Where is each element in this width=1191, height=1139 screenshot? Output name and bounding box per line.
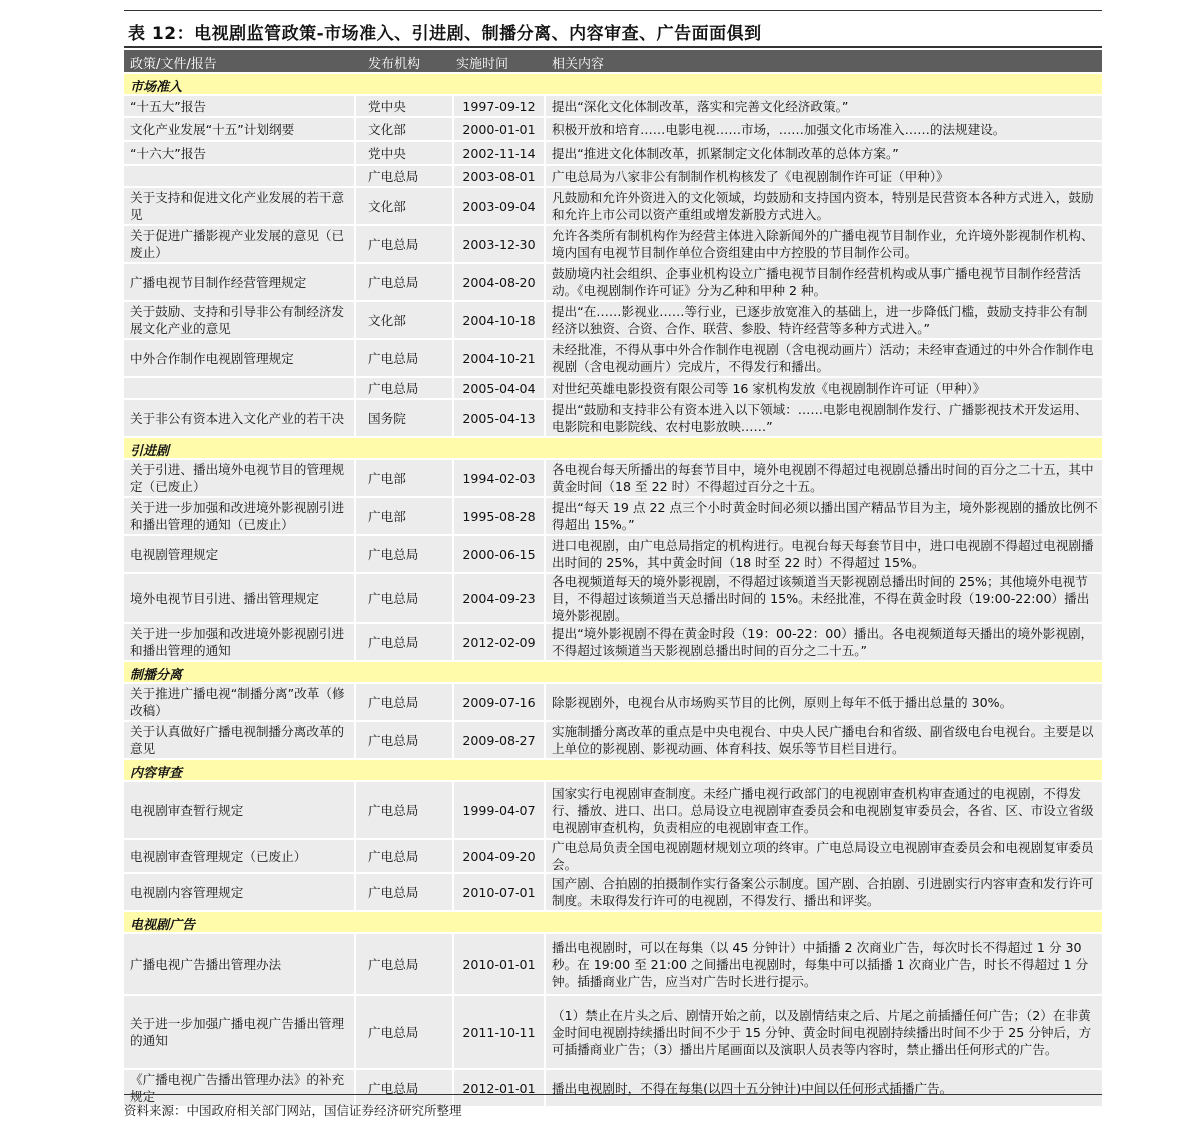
issuing-org-text: 广电部 <box>368 470 406 486</box>
table-row <box>124 684 1102 720</box>
issuing-org <box>356 264 452 300</box>
effective-date-text: 2009-08-27 <box>462 732 536 748</box>
column-divider <box>354 840 356 872</box>
column-divider <box>544 874 546 910</box>
policy-name <box>124 684 354 720</box>
policy-content <box>546 460 1102 496</box>
policy-content-text: 提出“每天 19 点 22 点三个小时黄金时间必须以播出国产精品节目为主，境外影视剧的播放比例不得超出 15%。” <box>552 500 1098 532</box>
issuing-org <box>356 498 452 534</box>
column-divider <box>354 996 356 1068</box>
issuing-org-text: 党中央 <box>368 145 406 161</box>
issuing-org <box>356 96 452 116</box>
effective-date <box>454 574 544 622</box>
issuing-org-text: 广电总局 <box>368 1080 419 1096</box>
effective-date-text: 2003-12-30 <box>462 236 536 252</box>
issuing-org-text: 广电总局 <box>368 236 419 252</box>
column-divider <box>544 498 546 534</box>
column-divider <box>452 996 454 1068</box>
issuing-org <box>356 340 452 376</box>
issuing-org-text: 广电总局 <box>368 380 419 396</box>
column-divider <box>354 118 356 140</box>
section-label: 引进剧 <box>130 444 170 459</box>
policy-name-text: 《广播电视广告播出管理办法》的补充规定 <box>130 1072 345 1104</box>
policy-name <box>124 340 354 376</box>
effective-date <box>454 118 544 140</box>
policy-name-text: “十六大”报告 <box>130 145 207 161</box>
issuing-org-text: 党中央 <box>368 98 406 114</box>
effective-date-text: 2004-09-20 <box>462 848 536 864</box>
issuing-org-text: 广电总局 <box>368 350 419 366</box>
policy-content <box>546 118 1102 140</box>
policy-content <box>546 574 1102 622</box>
issuing-org <box>356 722 452 758</box>
table-row <box>124 302 1102 338</box>
column-divider <box>544 226 546 262</box>
column-divider <box>544 142 546 164</box>
policy-name <box>124 840 354 872</box>
effective-date <box>454 302 544 338</box>
column-divider <box>354 166 356 186</box>
policy-content <box>546 226 1102 262</box>
policy-content <box>546 782 1102 838</box>
effective-date <box>454 782 544 838</box>
issuing-org-text: 广电总局 <box>368 694 419 710</box>
issuing-org <box>356 934 452 994</box>
effective-date-text: 2004-10-21 <box>462 350 536 366</box>
policy-name-text: 关于鼓励、支持和引导非公有制经济发展文化产业的意见 <box>130 304 345 336</box>
policy-name <box>124 142 354 164</box>
effective-date-text: 2005-04-13 <box>462 410 536 426</box>
effective-date <box>454 340 544 376</box>
issuing-org-text: 广电总局 <box>368 168 419 184</box>
policy-name <box>124 874 354 910</box>
header-org: 发布机构 <box>368 57 421 72</box>
column-divider <box>354 302 356 338</box>
issuing-org <box>356 166 452 186</box>
effective-date <box>454 188 544 224</box>
policy-content-text: 提出“鼓励和支持非公有资本进入以下领域：……电影电视剧制作发行、广播影视技术开发运用、电影院和电影院线、农村电影放映……” <box>552 402 1088 434</box>
column-divider <box>354 226 356 262</box>
effective-date-text: 2009-07-16 <box>462 694 536 710</box>
policy-name-text: 电视剧审查暂行规定 <box>130 802 244 818</box>
policy-content <box>546 188 1102 224</box>
policy-content-text: 提出“推进文化体制改革，抓紧制定文化体制改革的总体方案。” <box>552 145 899 161</box>
issuing-org <box>356 118 452 140</box>
table-row <box>124 96 1102 116</box>
policy-content-text: 提出“深化文化体制改革，落实和完善文化经济政策。” <box>552 98 849 114</box>
policy-content <box>546 624 1102 660</box>
policy-name <box>124 460 354 496</box>
column-divider <box>452 498 454 534</box>
table-row <box>124 340 1102 376</box>
policy-name-text: 关于进一步加强广播电视广告播出管理的通知 <box>130 1016 345 1048</box>
header-date: 实施时间 <box>456 57 509 72</box>
effective-date-text: 1997-09-12 <box>462 98 536 114</box>
policy-name <box>124 118 354 140</box>
column-divider <box>544 782 546 838</box>
policy-content <box>546 684 1102 720</box>
policy-content <box>546 536 1102 572</box>
policy-name-text: 关于推进广播电视“制播分离”改革（修改稿） <box>130 686 345 718</box>
column-divider <box>452 142 454 164</box>
effective-date-text: 2005-04-04 <box>462 380 536 396</box>
effective-date-text: 2004-09-23 <box>462 590 536 606</box>
issuing-org <box>356 684 452 720</box>
policy-content-text: 实施制播分离改革的重点是中央电视台、中央人民广播电台和省级、副省级电台电视台。主要是以上单位的影视剧、影视动画、体育科技、娱乐等节目栏目进行。 <box>552 724 1094 756</box>
issuing-org-text: 广电总局 <box>368 956 419 972</box>
policy-content-text: 广电总局为八家非公有制制作机构核发了《电视剧制作许可证（甲种）》 <box>552 168 949 184</box>
column-divider <box>452 96 454 116</box>
policy-name <box>124 378 354 398</box>
section-header <box>124 912 1102 932</box>
policy-name <box>124 536 354 572</box>
table-title: 表 12：电视剧监管政策-市场准入、引进剧、制播分离、内容审查、广告面面俱到 <box>128 24 762 44</box>
column-divider <box>452 340 454 376</box>
table-row <box>124 624 1102 660</box>
column-divider <box>452 302 454 338</box>
column-divider <box>544 188 546 224</box>
policy-content-text: 各电视台每天所播出的每套节目中，境外电视剧不得超过电视剧总播出时间的百分之二十五，其中黄金时间（18 至 22 时）不得超过百分之十五。 <box>552 462 1094 494</box>
issuing-org <box>356 188 452 224</box>
table-row <box>124 874 1102 910</box>
column-divider <box>544 264 546 300</box>
issuing-org-text: 广电总局 <box>368 802 419 818</box>
policy-name <box>124 574 354 622</box>
issuing-org <box>356 574 452 622</box>
section-label: 制播分离 <box>130 668 183 683</box>
policy-name-text: 境外电视节目引进、播出管理规定 <box>130 590 319 606</box>
issuing-org <box>356 142 452 164</box>
section-label: 市场准入 <box>130 80 183 95</box>
column-divider <box>452 624 454 660</box>
policy-name-text: 电视剧内容管理规定 <box>130 884 244 900</box>
issuing-org <box>356 302 452 338</box>
effective-date <box>454 142 544 164</box>
issuing-org-text: 广电总局 <box>368 1024 419 1040</box>
policy-name-text: 文化产业发展“十五”计划纲要 <box>130 121 295 137</box>
policy-name-text: 关于进一步加强和改进境外影视剧引进和播出管理的通知 <box>130 626 345 658</box>
policy-content-text: 允许各类所有制机构作为经营主体进入除新闻外的广播电视节目制作业，允许境外影视制作机构、境内国有电视节目制作单位合资组建由中方控股的节目制作公司。 <box>552 228 1094 260</box>
issuing-org-text: 广电总局 <box>368 732 419 748</box>
column-divider <box>354 574 356 622</box>
effective-date-text: 2011-10-11 <box>462 1024 536 1040</box>
issuing-org <box>356 624 452 660</box>
policy-name <box>124 226 354 262</box>
policy-content <box>546 996 1102 1068</box>
policy-name-text: 关于支持和促进文化产业发展的若干意见 <box>130 190 345 222</box>
table-row <box>124 142 1102 164</box>
column-divider <box>544 934 546 994</box>
effective-date <box>454 536 544 572</box>
column-divider <box>354 460 356 496</box>
policy-content-text: 凡鼓励和允许外资进入的文化领域，均鼓励和支持国内资本，特别是民营资本各种方式进入，鼓励和允许上市公司以资产重组或增发新股方式进入。 <box>552 190 1094 222</box>
policy-name-text: 电视剧管理规定 <box>130 546 219 562</box>
table-row <box>124 378 1102 398</box>
column-divider <box>452 934 454 994</box>
policy-name-text: 关于引进、播出境外电视节目的管理规定（已废止） <box>130 462 345 494</box>
column-divider <box>544 378 546 398</box>
policy-content <box>546 302 1102 338</box>
issuing-org-text: 广电总局 <box>368 848 419 864</box>
table-row <box>124 574 1102 622</box>
effective-date-text: 2003-09-04 <box>462 198 536 214</box>
policy-content-text: 进口电视剧，由广电总局指定的机构进行。电视台每天每套节目中，进口电视剧不得超过电视剧播出时间的 25%，其中黄金时间（18 时至 22 时）不得超过 15%。 <box>552 538 1094 570</box>
policy-content <box>546 874 1102 910</box>
policy-content-text: 播出电视剧时，可以在每集（以 45 分钟计）中插播 2 次商业广告，每次时长不得超过 1 分 30 秒。在 19:00 至 21:00 之间播出电视剧时，每集中可以插播 1 次商业广告，时长不得超过 1 分钟。插播商业广告，应当对广告时长进行提示。 <box>552 939 1089 989</box>
column-divider <box>544 302 546 338</box>
policy-content-text: 各电视频道每天的境外影视剧，不得超过该频道当天影视剧总播出时间的 25%；其他境外电视节目，不得超过该频道当天总播出时间的 15%。未经批准，不得在黄金时段（19:00-22:00）播出境外影视剧。 <box>552 573 1090 623</box>
section-label: 电视剧广告 <box>130 918 196 933</box>
column-divider <box>354 624 356 660</box>
policy-name-text: 关于进一步加强和改进境外影视剧引进和播出管理的通知（已废止） <box>130 500 345 532</box>
table-title-bar <box>124 10 1102 48</box>
policy-name <box>124 96 354 116</box>
column-divider <box>354 874 356 910</box>
column-divider <box>452 874 454 910</box>
effective-date <box>454 934 544 994</box>
issuing-org-text: 广电总局 <box>368 634 419 650</box>
column-divider <box>452 722 454 758</box>
issuing-org <box>356 536 452 572</box>
effective-date-text: 2004-10-18 <box>462 312 536 328</box>
effective-date <box>454 624 544 660</box>
policy-content-text: 鼓励境内社会组织、企事业机构设立广播电视节目制作经营机构或从事广播电视节目制作经营活动。《电视剧制作许可证》分为乙种和甲种 2 种。 <box>552 266 1081 298</box>
column-divider <box>544 996 546 1068</box>
table-row <box>124 166 1102 186</box>
policy-name-text: 关于非公有资本进入文化产业的若干决 <box>130 410 345 426</box>
section-header <box>124 662 1102 682</box>
effective-date <box>454 166 544 186</box>
column-divider <box>452 264 454 300</box>
header-content: 相关内容 <box>552 57 605 72</box>
column-divider <box>544 166 546 186</box>
issuing-org-text: 文化部 <box>368 121 406 137</box>
table-row <box>124 840 1102 872</box>
effective-date-text: 2010-01-01 <box>462 956 536 972</box>
policy-content <box>546 722 1102 758</box>
column-divider <box>354 264 356 300</box>
effective-date-text: 2003-08-01 <box>462 168 536 184</box>
column-divider <box>452 536 454 572</box>
effective-date <box>454 996 544 1068</box>
policy-content <box>546 142 1102 164</box>
issuing-org-text: 广电总局 <box>368 884 419 900</box>
issuing-org-text: 文化部 <box>368 312 406 328</box>
column-divider <box>354 400 356 436</box>
table-row <box>124 782 1102 838</box>
column-divider <box>354 142 356 164</box>
policy-content <box>546 378 1102 398</box>
effective-date <box>454 378 544 398</box>
issuing-org <box>356 782 452 838</box>
effective-date-text: 2000-01-01 <box>462 121 536 137</box>
column-divider <box>544 684 546 720</box>
issuing-org <box>356 460 452 496</box>
column-divider <box>354 96 356 116</box>
policy-name <box>124 624 354 660</box>
column-divider <box>354 378 356 398</box>
column-divider <box>544 460 546 496</box>
effective-date-text: 2004-08-20 <box>462 274 536 290</box>
table-row <box>124 536 1102 572</box>
column-divider <box>452 166 454 186</box>
effective-date <box>454 460 544 496</box>
issuing-org <box>356 378 452 398</box>
policy-name <box>124 934 354 994</box>
policy-name-text: 广播电视节目制作经营管理规定 <box>130 274 307 290</box>
table-row <box>124 460 1102 496</box>
effective-date-text: 1995-08-28 <box>462 508 536 524</box>
column-divider <box>452 782 454 838</box>
policy-name <box>124 400 354 436</box>
policy-content <box>546 934 1102 994</box>
column-divider <box>544 400 546 436</box>
column-divider <box>354 684 356 720</box>
effective-date-text: 2000-06-15 <box>462 546 536 562</box>
column-divider <box>452 226 454 262</box>
column-divider <box>544 574 546 622</box>
policy-name-text: 关于认真做好广播电视制播分离改革的意见 <box>130 724 345 756</box>
table-header <box>124 50 1102 72</box>
policy-content-text: 提出“在……影视业……等行业，已逐步放宽准入的基础上，进一步降低门槛，鼓励支持非公有制经济以独资、合资、合作、联营、参股、特许经营等多种方式进入。” <box>552 304 1088 336</box>
column-divider <box>452 684 454 720</box>
column-divider <box>354 536 356 572</box>
policy-content-text: 国产剧、合拍剧的拍摄制作实行备案公示制度。国产剧、合拍剧、引进剧实行内容审查和发行许可制度。未取得发行许可的电视剧，不得发行、播出和评奖。 <box>552 876 1094 908</box>
effective-date-text: 2012-02-09 <box>462 634 536 650</box>
table-row <box>124 226 1102 262</box>
column-divider <box>452 378 454 398</box>
policy-name <box>124 498 354 534</box>
issuing-org-text: 广电总局 <box>368 590 419 606</box>
column-divider <box>354 934 356 994</box>
issuing-org-text: 广电部 <box>368 508 406 524</box>
policy-name <box>124 166 354 186</box>
column-divider <box>452 188 454 224</box>
effective-date <box>454 840 544 872</box>
policy-content-text: （1）禁止在片头之后、剧情开始之前，以及剧情结束之后、片尾之前插播任何广告；（2）在非黄金时间电视剧持续播出时间不少于 15 分钟、黄金时间电视剧持续播出时间不少于 25 分钟后，方可插播商业广告；（3）播出片尾画面以及演职人员表等内容时，禁止播出任何形式的广告。 <box>552 1007 1092 1057</box>
effective-date <box>454 264 544 300</box>
policy-name <box>124 302 354 338</box>
policy-content-text: 对世纪英雄电影投资有限公司等 16 家机构发放《电视剧制作许可证（甲种）》 <box>552 380 986 396</box>
policy-content <box>546 498 1102 534</box>
table-row <box>124 264 1102 300</box>
issuing-org-text: 广电总局 <box>368 546 419 562</box>
policy-content-text: 国家实行电视剧审查制度。未经广播电视行政部门的电视剧审查机构审查通过的电视剧，不得发行、播放、进口、出口。总局设立电视剧审查委员会和电视剧复审委员会，各省、区、市设立省级电视剧审查机构，负责相应的电视剧审查工作。 <box>552 785 1094 835</box>
issuing-org <box>356 996 452 1068</box>
policy-content-text: 广电总局负责全国电视剧题材规划立项的终审。广电总局设立电视剧审查委员会和电视剧复审委员会。 <box>552 840 1094 872</box>
effective-date-text: 2002-11-14 <box>462 145 536 161</box>
effective-date <box>454 722 544 758</box>
policy-name <box>124 188 354 224</box>
policy-content <box>546 840 1102 872</box>
section-header <box>124 760 1102 780</box>
policy-name <box>124 264 354 300</box>
effective-date <box>454 498 544 534</box>
policy-content <box>546 264 1102 300</box>
policy-content-text: 提出“境外影视剧不得在黄金时段（19：00-22：00）播出。各电视频道每天播出的境外影视剧，不得超过该频道当天影视剧总播出时间的百分之二十五。” <box>552 626 1094 658</box>
column-divider <box>544 722 546 758</box>
column-divider <box>452 840 454 872</box>
policy-name-text: 广播电视广告播出管理办法 <box>130 956 282 972</box>
effective-date-text: 2012-01-01 <box>462 1080 536 1096</box>
policy-content <box>546 340 1102 376</box>
column-divider <box>452 118 454 140</box>
column-divider <box>544 118 546 140</box>
section-header <box>124 74 1102 94</box>
column-divider <box>544 840 546 872</box>
section-header <box>124 438 1102 458</box>
column-divider <box>544 96 546 116</box>
table-row <box>124 996 1102 1068</box>
column-divider <box>354 340 356 376</box>
policy-content-text: 积极开放和培育……电影电视……市场，……加强文化市场准入……的法规建设。 <box>552 121 1006 137</box>
issuing-org <box>356 874 452 910</box>
policy-name-text: 中外合作制作电视剧管理规定 <box>130 350 294 366</box>
header-policy: 政策/文件/报告 <box>130 57 217 72</box>
column-divider <box>452 460 454 496</box>
column-divider <box>452 400 454 436</box>
column-divider <box>354 782 356 838</box>
table-row <box>124 498 1102 534</box>
column-divider <box>544 340 546 376</box>
column-divider <box>354 498 356 534</box>
policy-name <box>124 722 354 758</box>
policy-name <box>124 782 354 838</box>
column-divider <box>354 188 356 224</box>
policy-content-text: 除影视剧外，电视台从市场购买节目的比例，原则上每年不低于播出总量的 30%。 <box>552 694 1013 710</box>
issuing-org <box>356 226 452 262</box>
issuing-org <box>356 400 452 436</box>
table-row <box>124 934 1102 994</box>
policy-name <box>124 996 354 1068</box>
effective-date <box>454 400 544 436</box>
column-divider <box>452 574 454 622</box>
policy-content <box>546 166 1102 186</box>
effective-date-text: 1994-02-03 <box>462 470 536 486</box>
policy-name-text: 电视剧审查管理规定（已废止） <box>130 848 307 864</box>
effective-date <box>454 684 544 720</box>
issuing-org-text: 国务院 <box>368 410 406 426</box>
table-row <box>124 722 1102 758</box>
issuing-org-text: 广电总局 <box>368 274 419 290</box>
policy-content-text: 播出电视剧时，不得在每集(以四十五分钟计)中间以任何形式插播广告。 <box>552 1080 953 1096</box>
effective-date <box>454 96 544 116</box>
table-row <box>124 188 1102 224</box>
effective-date-text: 1999-04-07 <box>462 802 536 818</box>
policy-content <box>546 400 1102 436</box>
column-divider <box>354 722 356 758</box>
issuing-org <box>356 840 452 872</box>
policy-content <box>546 96 1102 116</box>
column-divider <box>544 536 546 572</box>
effective-date <box>454 874 544 910</box>
source-note: 资料来源：中国政府相关部门网站，国信证券经济研究所整理 <box>124 1094 1102 1119</box>
section-label: 内容审查 <box>130 766 183 781</box>
issuing-org-text: 文化部 <box>368 198 406 214</box>
effective-date <box>454 226 544 262</box>
policy-name-text: 关于促进广播影视产业发展的意见（已废止） <box>130 228 345 260</box>
effective-date-text: 2010-07-01 <box>462 884 536 900</box>
column-divider <box>544 624 546 660</box>
table-row <box>124 118 1102 140</box>
policy-name-text: “十五大”报告 <box>130 98 207 114</box>
policy-content-text: 未经批准，不得从事中外合作制作电视剧（含电视动画片）活动；未经审查通过的中外合作制作电视剧（含电视动画片）完成片，不得发行和播出。 <box>552 342 1094 374</box>
table-row <box>124 400 1102 436</box>
